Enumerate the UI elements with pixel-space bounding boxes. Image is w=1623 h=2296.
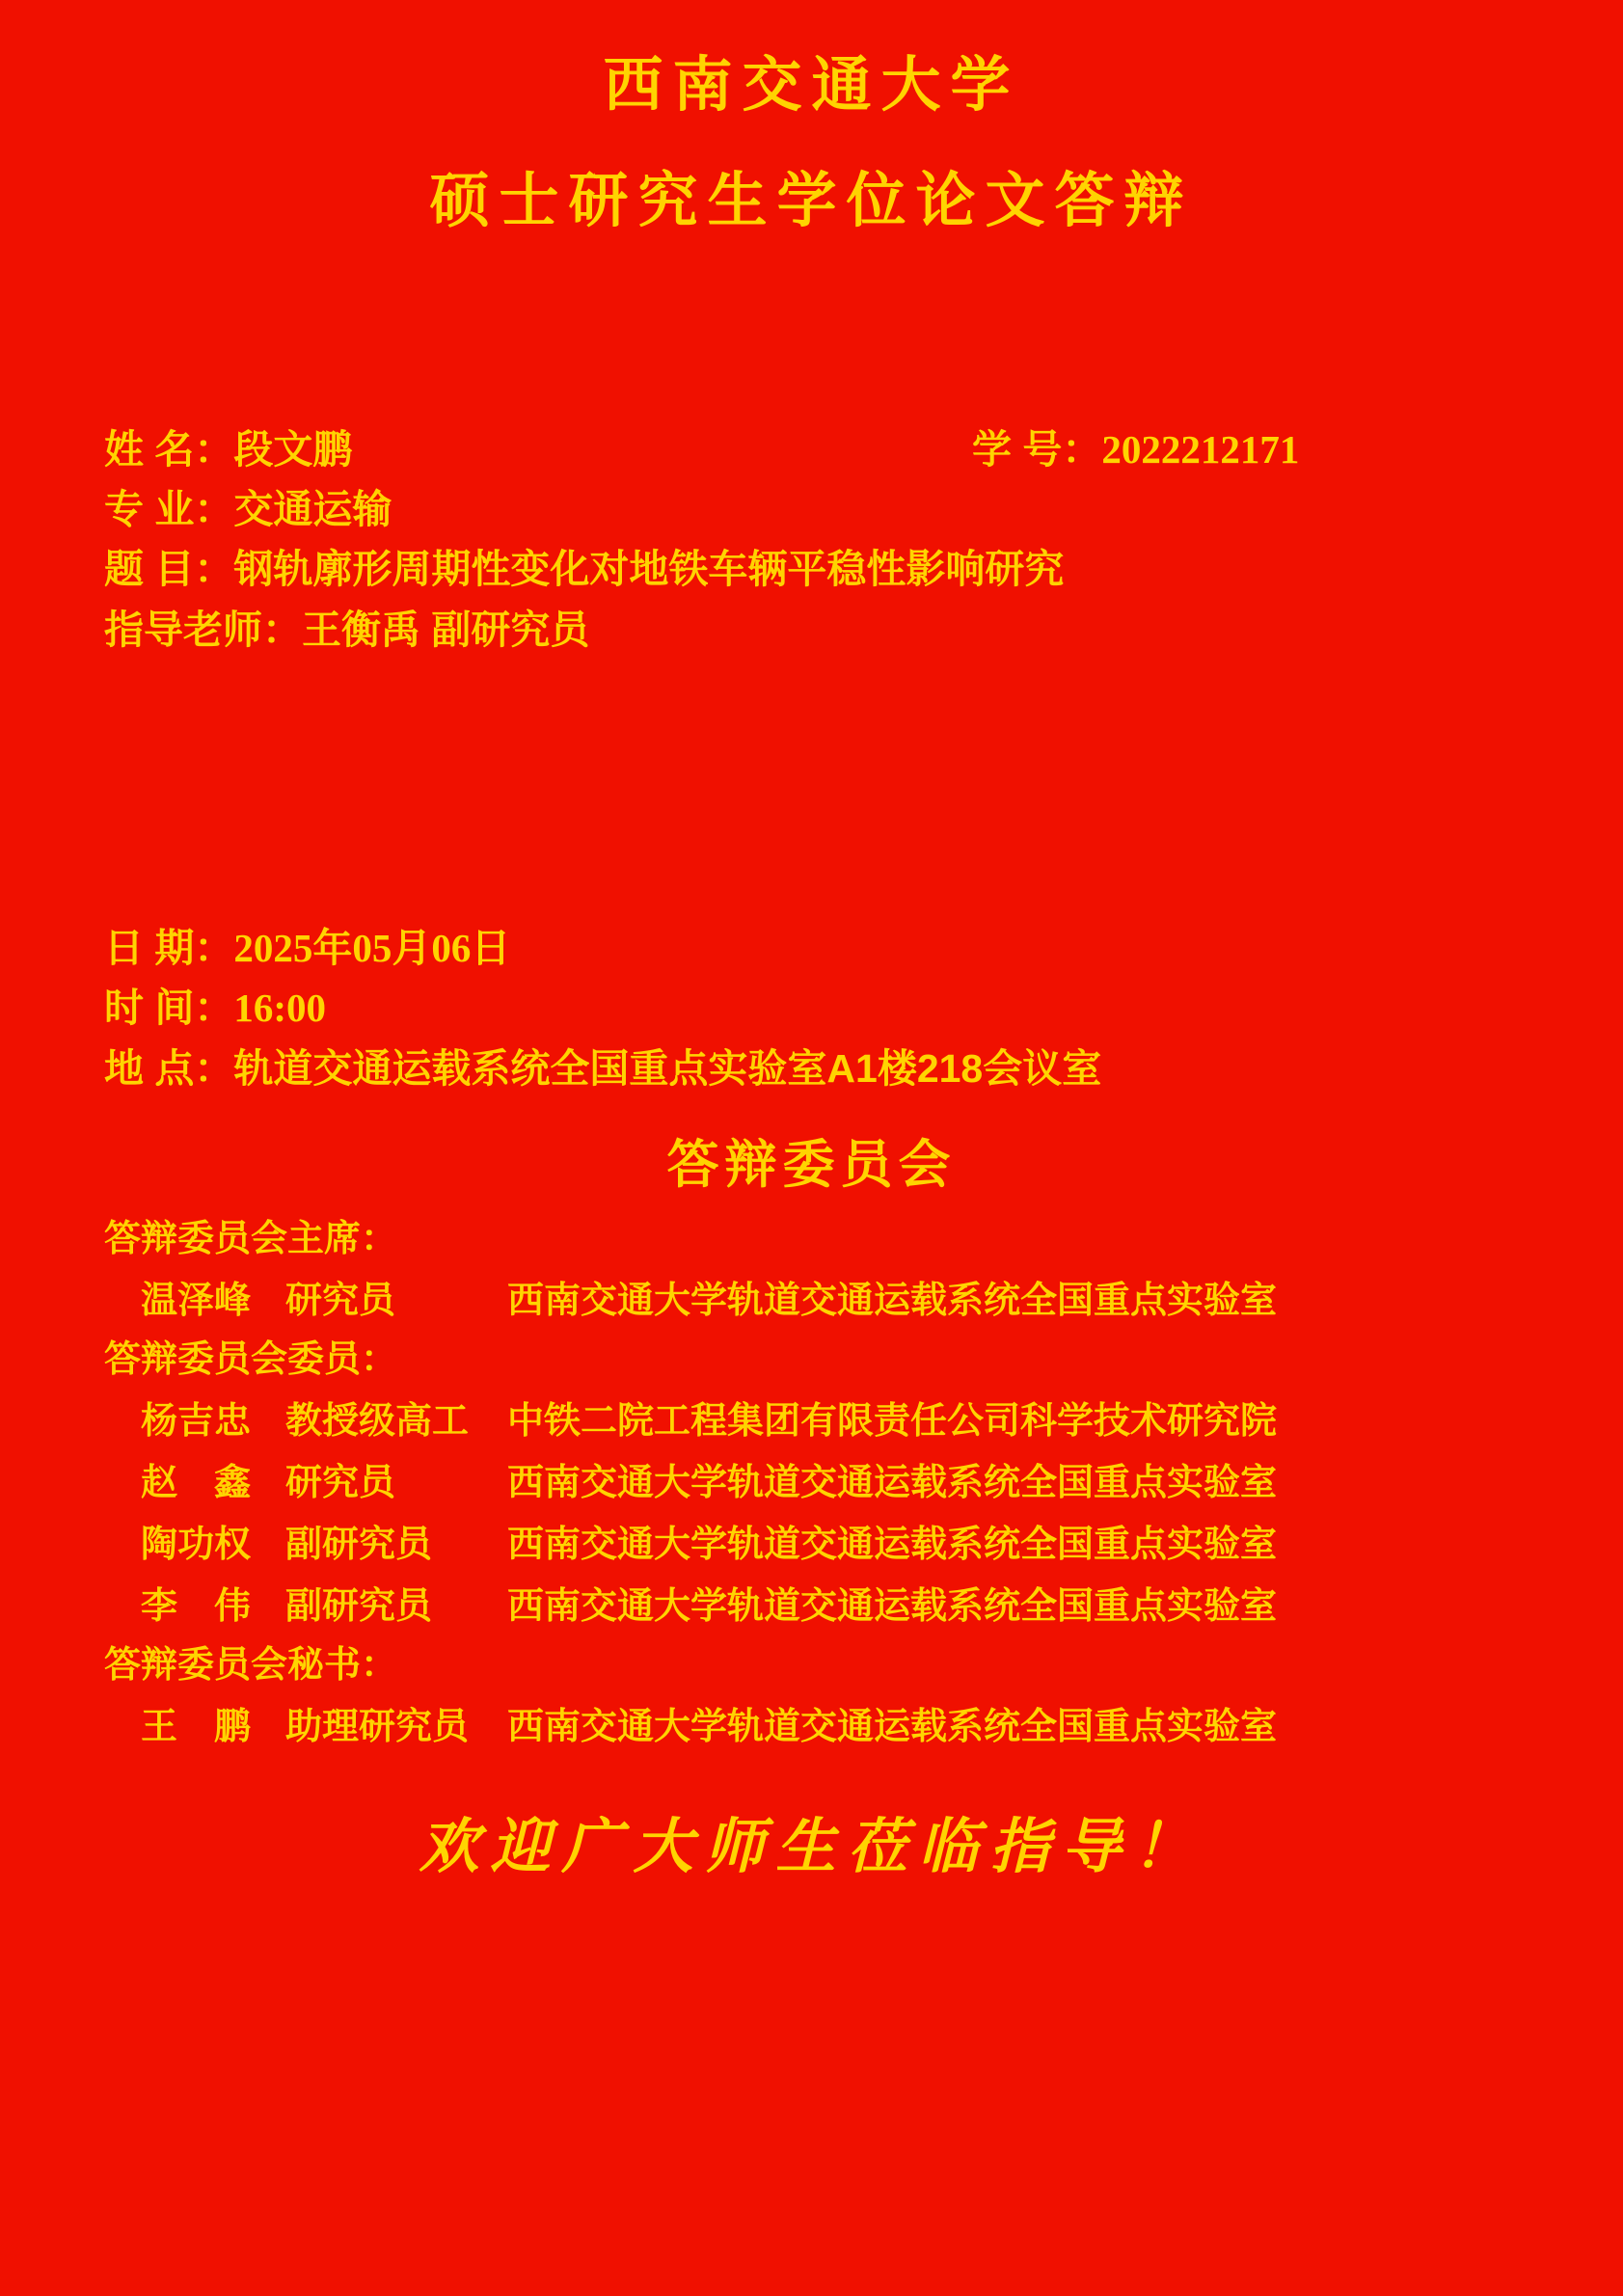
major-value: 交通运输	[233, 487, 392, 532]
name-value: 段文鹏	[233, 426, 353, 472]
member-name: 陶功权	[141, 1525, 252, 1566]
committee-members-label: 答辩委员会委员：	[104, 1339, 398, 1381]
advisor-label: 指导老师：	[104, 607, 302, 652]
student-info-block	[0, 419, 1623, 660]
committee-chair-row	[104, 1276, 1555, 1328]
table-row	[104, 1581, 1555, 1634]
place-value: 轨道交通运载系统全国重点实验室A1楼218会议室	[233, 1045, 1102, 1091]
date-label: 日 期：	[104, 926, 234, 971]
member-name: 王 鹏	[141, 1707, 252, 1748]
member-affiliation: 中铁二院工程集团有限责任公司科学技术研究院	[507, 1401, 1278, 1443]
schedule-row-date	[104, 918, 1623, 978]
member-title: 助理研究员	[285, 1707, 470, 1748]
time-value: 16:00	[233, 986, 327, 1031]
member-name: 杨吉忠	[141, 1401, 252, 1443]
info-row-name	[104, 419, 1546, 479]
date-value: 2025年05月06日	[233, 926, 511, 971]
poster-header	[0, 0, 1623, 238]
member-title: 副研究员	[285, 1525, 433, 1566]
student-id-group	[972, 419, 1299, 479]
member-name: 赵 鑫	[141, 1463, 252, 1504]
table-row	[104, 1520, 1555, 1572]
member-name: 温泽峰	[141, 1281, 252, 1322]
welcome-message: 欢迎广大师生莅临指导！	[419, 1810, 1204, 1881]
committee-secretary-label: 答辩委员会秘书：	[104, 1644, 398, 1686]
schedule-row-place	[104, 1039, 1623, 1098]
member-affiliation: 西南交通大学轨道交通运载系统全国重点实验室	[507, 1707, 1278, 1748]
committee-secretary-row	[104, 1702, 1555, 1754]
name-label: 姓 名：	[104, 426, 234, 472]
member-name: 李 伟	[141, 1585, 252, 1627]
committee-body	[0, 1213, 1623, 1754]
member-affiliation: 西南交通大学轨道交通运载系统全国重点实验室	[507, 1463, 1278, 1504]
student-id-value: 2022212171	[1101, 426, 1300, 472]
committee-chair-label: 答辩委员会主席：	[104, 1218, 398, 1259]
info-row-advisor	[104, 600, 1546, 660]
member-title: 教授级高工	[285, 1401, 470, 1443]
time-label: 时 间：	[104, 986, 234, 1031]
schedule-block	[0, 918, 1623, 1098]
committee-heading: 答辩委员会	[666, 1135, 957, 1194]
advisor-value: 王衡禹 副研究员	[302, 607, 590, 652]
table-row	[104, 1458, 1555, 1510]
major-label: 专 业：	[104, 487, 234, 532]
member-title: 研究员	[285, 1463, 396, 1504]
topic-label: 题 目：	[104, 547, 234, 592]
member-title: 副研究员	[285, 1585, 433, 1627]
topic-value: 钢轨廓形周期性变化对地铁车辆平稳性影响研究	[233, 547, 1065, 592]
member-affiliation: 西南交通大学轨道交通运载系统全国重点实验室	[507, 1585, 1278, 1627]
info-row-topic	[104, 539, 1546, 599]
university-name: 西南交通大学	[603, 52, 1020, 119]
member-title: 研究员	[285, 1281, 396, 1322]
member-affiliation: 西南交通大学轨道交通运载系统全国重点实验室	[507, 1281, 1278, 1322]
place-label: 地 点：	[104, 1045, 234, 1091]
student-id-label: 学 号：	[972, 426, 1102, 472]
poster-title: 硕士研究生学位论文答辩	[429, 168, 1194, 235]
member-affiliation: 西南交通大学轨道交通运载系统全国重点实验室	[507, 1525, 1278, 1566]
table-row	[104, 1396, 1555, 1448]
info-row-major	[104, 479, 1546, 539]
schedule-row-time	[104, 978, 1623, 1038]
